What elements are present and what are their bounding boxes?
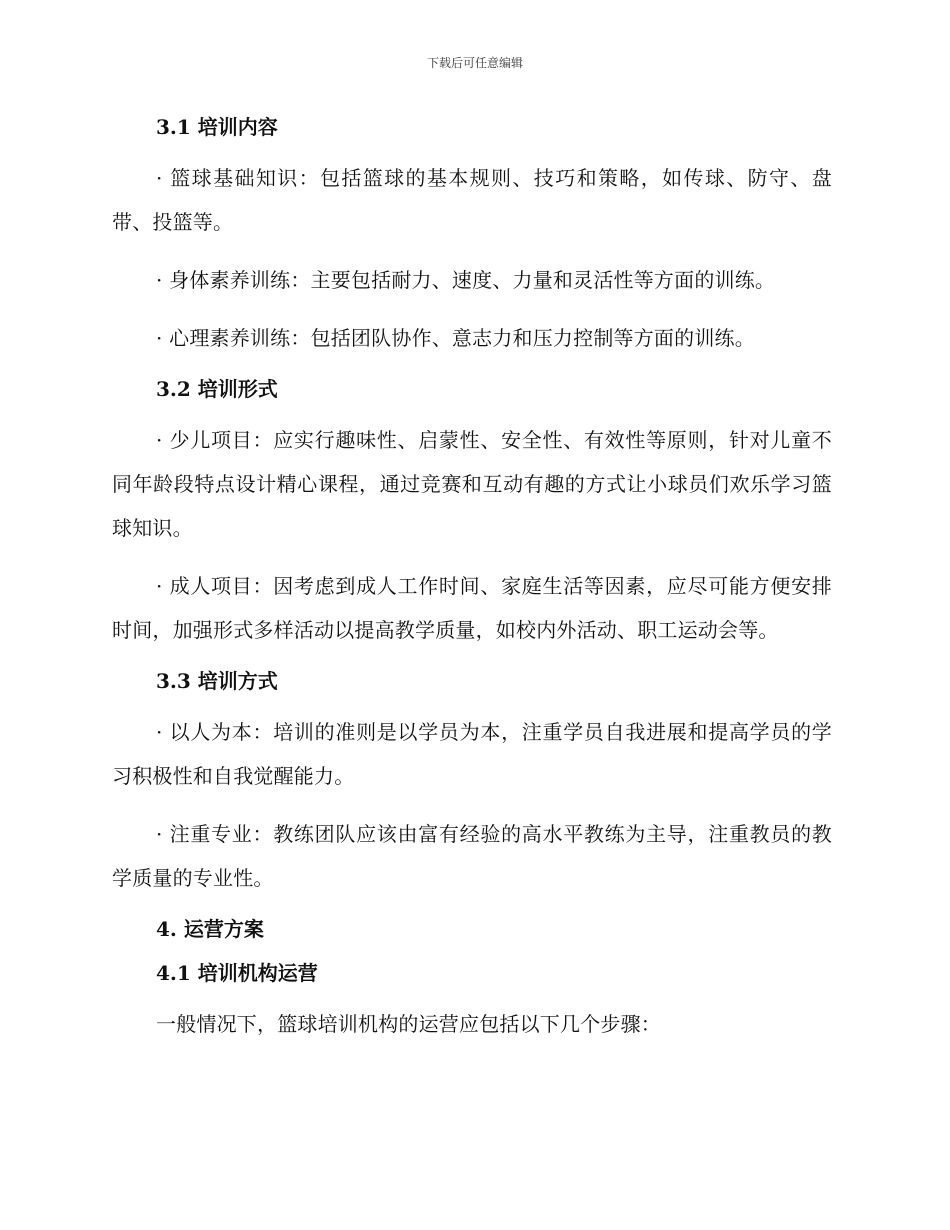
- section-title-3-1: 3.1 培训内容: [156, 115, 278, 139]
- paragraph: · 以人为本：培训的准则是以学员为本，注重学员自我进展和提高学员的学习积极性和自我觉醒能力。: [112, 720, 832, 788]
- page-header: 下载后可任意编辑: [426, 56, 523, 70]
- section-title-3-3: 3.3 培训方式: [156, 669, 278, 693]
- section-title-4-1: 4.1 培训机构运营: [156, 961, 318, 985]
- document-body: [112, 112, 832, 1046]
- paragraph: · 注重专业：教练团队应该由富有经验的高水平教练为主导，注重教员的教学质量的专业性。: [112, 822, 832, 890]
- paragraph: · 少儿项目：应实行趣味性、启蒙性、安全性、有效性等原则，针对儿童不同年龄段特点设计精心课程，通过竞赛和互动有趣的方式让小球员们欢乐学习篮球知识。: [112, 428, 832, 540]
- paragraph: · 心理素养训练：包括团队协作、意志力和压力控制等方面的训练。: [156, 326, 755, 350]
- paragraph: · 成人项目：因考虑到成人工作时间、家庭生活等因素，应尽可能方便安排时间，加强形式多样活动以提高教学质量，如校内外活动、职工运动会等。: [112, 574, 832, 642]
- paragraph: · 身体素养训练：主要包括耐力、速度、力量和灵活性等方面的训练。: [156, 268, 776, 292]
- section-title-3-2: 3.2 培训形式: [156, 377, 278, 401]
- paragraph: 一般情况下，篮球培训机构的运营应包括以下几个步骤：: [156, 1012, 661, 1036]
- paragraph: · 篮球基础知识：包括篮球的基本规则、技巧和策略，如传球、防守、盘带、投篮等。: [112, 166, 832, 234]
- section-title-4: 4. 运营方案: [156, 917, 264, 941]
